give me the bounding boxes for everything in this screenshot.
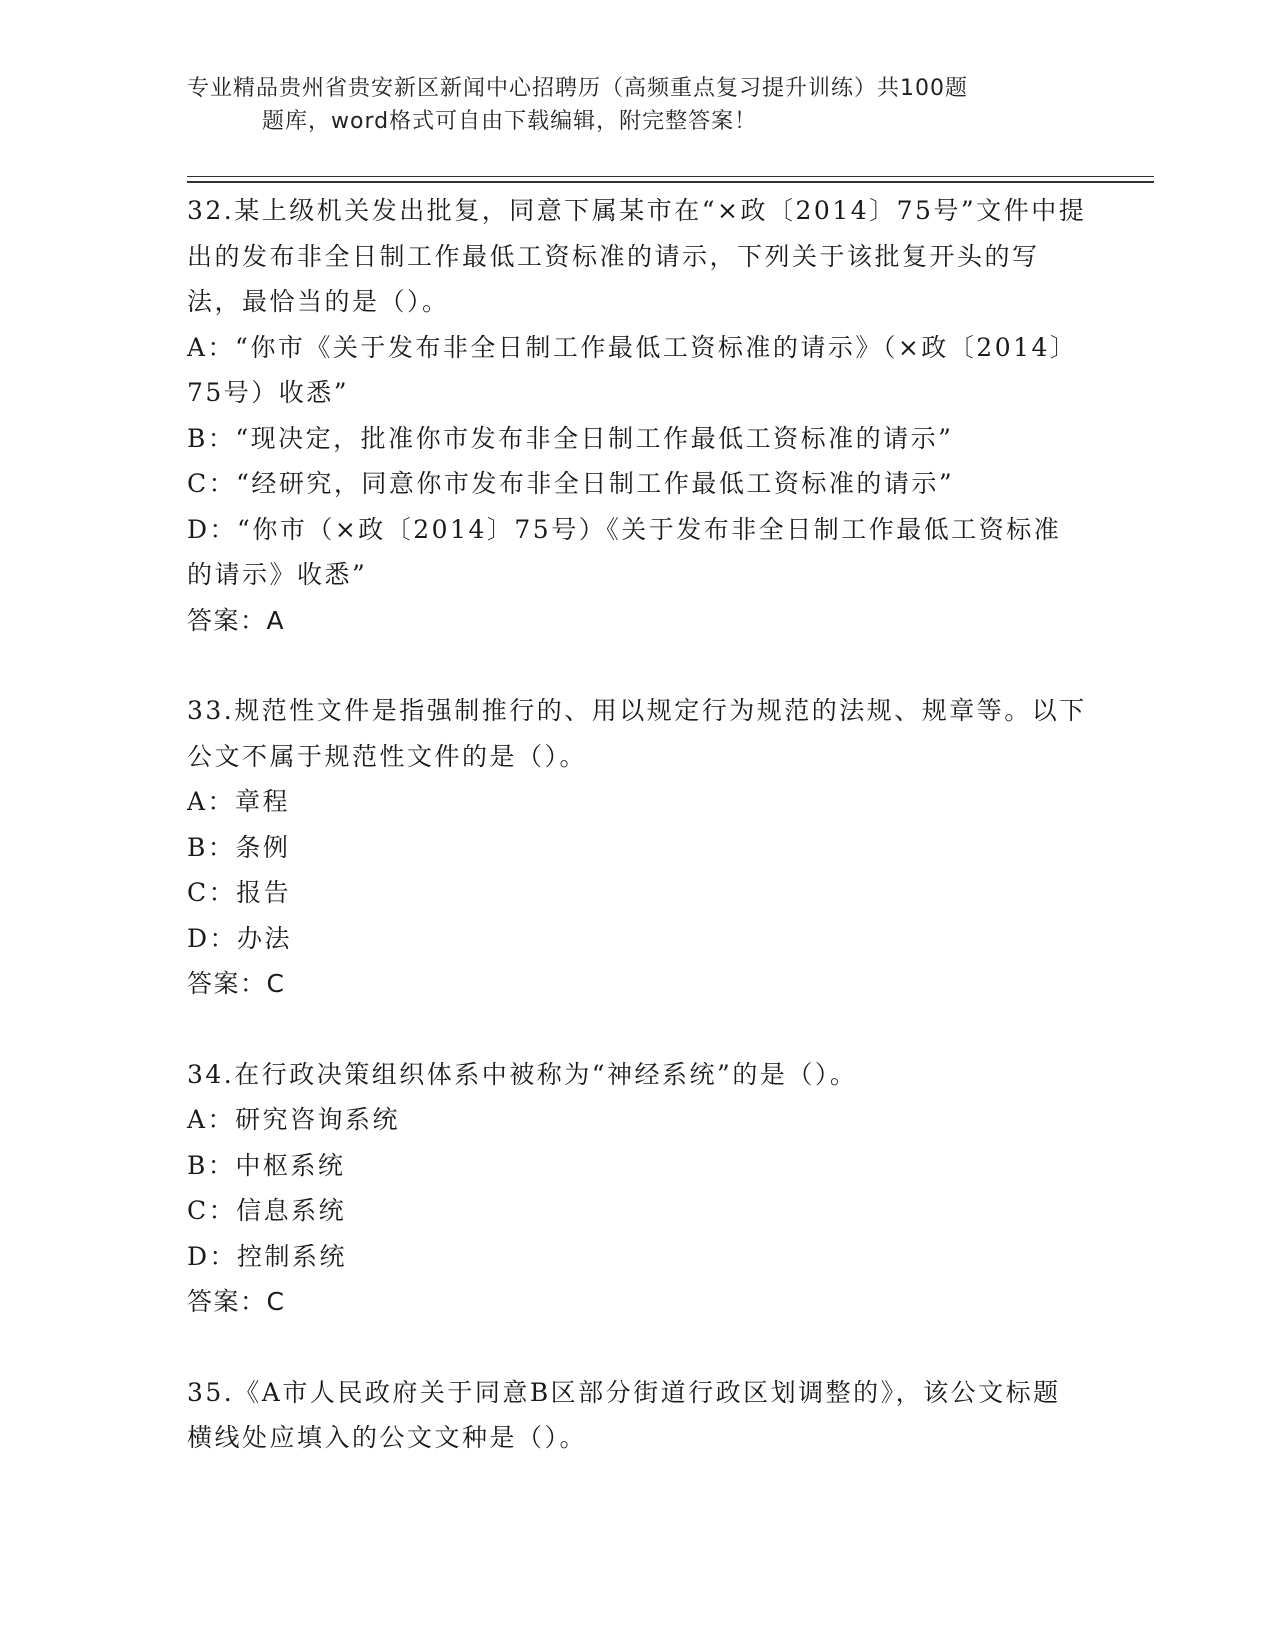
option-b: B：中枢系统 <box>187 1150 346 1180</box>
option-d: D：控制系统 <box>187 1241 348 1271</box>
option-b: B：条例 <box>187 832 291 862</box>
question-32 <box>187 188 1087 643</box>
option-a: A：“你市《关于发布非全日制工作最低工资标准的请示》（×政〔2014〕75号）收悉” <box>187 332 1078 407</box>
header-title-line-2: 题库，word格式可自由下载编辑，附完整答案！ <box>262 109 758 134</box>
answer: 答案：C <box>187 969 286 998</box>
question-stem: 35.《A市人民政府关于同意B区部分街道行政区划调整的》，该公文标题横线处应填入的公文文种是（）。 <box>187 1377 1061 1452</box>
option-c: C：“经研究，同意你市发布非全日制工作最低工资标准的请示” <box>187 469 955 498</box>
answer: 答案：C <box>187 1287 286 1316</box>
option-d: D：办法 <box>187 923 293 953</box>
question-stem: 33.规范性文件是指强制推行的、用以规定行为规范的法规、规章等。以下公文不属于规范性文件的是（）。 <box>187 696 1087 771</box>
option-d: D：“你市（×政〔2014〕75号）《关于发布非全日制工作最低工资标准的请示》收悉” <box>187 514 1062 589</box>
answer: 答案：A <box>187 605 286 635</box>
question-33 <box>187 688 1087 1007</box>
header-title-line-1: 专业精品贵州省贵安新区新闻中心招聘历（高频重点复习提升训练）共100题 <box>187 76 968 101</box>
option-c: C：报告 <box>187 878 292 907</box>
question-34 <box>187 1052 1087 1325</box>
header-divider-thin <box>187 176 1154 177</box>
document-header <box>187 72 1067 138</box>
option-b: B：“现决定，批准你市发布非全日制工作最低工资标准的请示” <box>187 423 954 453</box>
question-list <box>187 188 1087 1461</box>
option-a: A：研究咨询系统 <box>187 1105 401 1134</box>
question-stem: 34.在行政决策组织体系中被称为“神经系统”的是（）。 <box>187 1059 858 1089</box>
question-35 <box>187 1370 1087 1461</box>
question-stem: 32.某上级机关发出批复，同意下属某市在“×政〔2014〕75号”文件中提出的发布非全日制工作最低工资标准的请示，下列关于该批复开头的写法，最恰当的是（）。 <box>187 196 1087 316</box>
option-c: C：信息系统 <box>187 1196 347 1225</box>
option-a: A：章程 <box>187 787 291 816</box>
header-divider-thick <box>187 181 1154 183</box>
